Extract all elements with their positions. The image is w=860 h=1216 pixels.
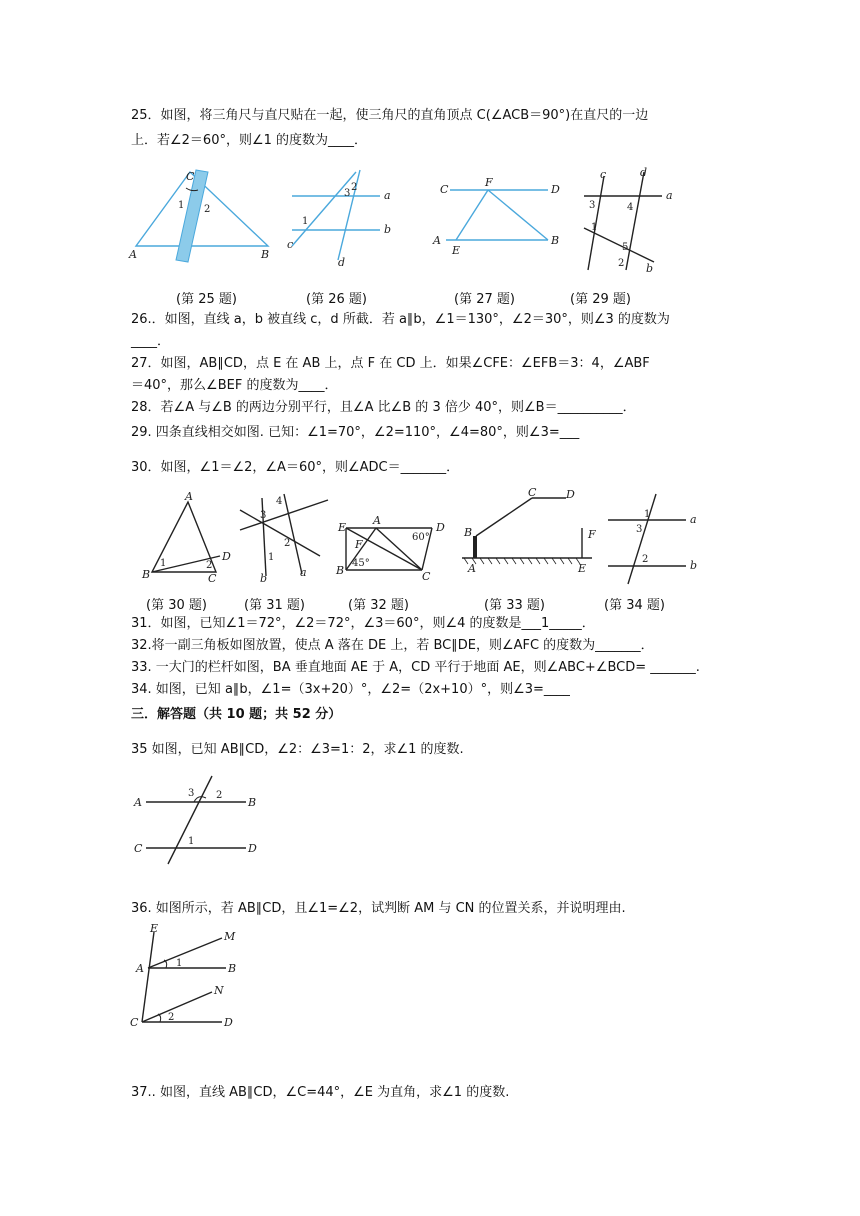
fig33-label-E: E: [578, 562, 587, 575]
fig32-label-A: A: [373, 514, 381, 527]
fig30-label-2: 2: [206, 560, 213, 571]
fig29-label-3: 3: [589, 200, 596, 211]
q29: 29. 四条直线相交如图. 已知：∠1=70°，∠2=110°，∠4=80°，则∠3=___: [131, 425, 580, 440]
fig26-label-1: 1: [302, 216, 309, 227]
fig34-label-b: b: [690, 559, 698, 572]
fig26-label-a: a: [384, 189, 391, 202]
fig30-label-1: 1: [160, 558, 167, 569]
fig36-label-C: C: [130, 1016, 139, 1029]
figure-30: [138, 492, 238, 584]
caption-30: (第 30 题): [146, 598, 207, 613]
fig32-label-C: C: [422, 570, 431, 583]
fig29-label-d: d: [640, 166, 648, 179]
fig36-label-D: D: [224, 1016, 233, 1029]
fig27-label-F: F: [485, 176, 493, 189]
figure-25: [128, 168, 278, 268]
fig29-label-a: a: [666, 189, 673, 202]
fig36-label-E: E: [150, 922, 159, 935]
fig30-label-A: A: [185, 490, 193, 503]
fig27-label-E: E: [452, 244, 461, 257]
fig33-label-D: D: [566, 488, 575, 501]
fig26-label-2: 2: [351, 182, 358, 193]
fig32-label-F: F: [355, 538, 363, 551]
fig35-label-C: C: [134, 842, 143, 855]
fig25-label-1: 1: [178, 200, 185, 211]
fig35-label-B: B: [248, 796, 257, 809]
q28: 28．若∠A 与∠B 的两边分别平行，且∠A 比∠B 的 3 倍少 40°，则∠B＝__________．: [131, 400, 636, 415]
q33: 33. 一大门的栏杆如图，BA 垂直地面 AE 于 A，CD 平行于地面 AE，则∠ABC+∠BCD= _______.: [131, 660, 700, 675]
figure-34: [604, 492, 700, 584]
fig27-label-A: A: [433, 234, 441, 247]
fig35-label-A: A: [134, 796, 142, 809]
q27-line2: ＝40°，那么∠BEF 的度数为____．: [131, 378, 338, 393]
fig36-label-A: A: [136, 962, 144, 975]
fig29-label-c: c: [600, 168, 607, 181]
caption-33: (第 33 题): [484, 598, 545, 613]
fig26-label-c: c: [287, 238, 294, 251]
caption-29: (第 29 题): [570, 292, 631, 307]
fig30-label-C: C: [208, 572, 217, 585]
fig30-label-B: B: [142, 568, 151, 581]
fig34-label-1: 1: [644, 509, 651, 520]
fig32-label-B: B: [336, 564, 345, 577]
fig36-label-2: 2: [168, 1012, 175, 1023]
fig36-label-B: B: [228, 962, 237, 975]
fig33-label-F: F: [588, 528, 596, 541]
fig26-label-d: d: [338, 256, 346, 269]
fig32-label-E: E: [338, 521, 347, 534]
fig31-label-b: b: [260, 572, 268, 585]
caption-32: (第 32 题): [348, 598, 409, 613]
q36: 36. 如图所示，若 AB∥CD，且∠1=∠2，试判断 AM 与 CN 的位置关系，并说明理由.: [131, 901, 626, 916]
fig33-label-A: A: [468, 562, 476, 575]
fig29-label-2: 2: [618, 258, 625, 269]
q31: 31．如图，已知∠1＝72°，∠2＝72°，∠3＝60°，则∠4 的度数是___1_____．: [131, 616, 595, 631]
q26-line1: 26.．如图，直线 a，b 被直线 c，d 所截．若 a∥b，∠1＝130°，∠2＝30°，则∠3 的度数为: [131, 312, 670, 327]
section-3-heading: 三．解答题（共 10 题；共 52 分）: [131, 707, 342, 722]
q35: 35 如图，已知 AB∥CD，∠2：∠3=1：2，求∠1 的度数.: [131, 742, 464, 757]
fig36-label-M: M: [224, 930, 236, 943]
fig35-label-2: 2: [216, 790, 223, 801]
q26-line2: ____．: [131, 334, 171, 349]
fig36-label-1: 1: [176, 958, 183, 969]
fig35-label-1: 1: [188, 836, 195, 847]
caption-27: (第 27 题): [454, 292, 515, 307]
fig33-label-C: C: [528, 486, 537, 499]
fig25-label-B: B: [261, 248, 270, 261]
fig25-label-2: 2: [204, 204, 211, 215]
fig31-label-1: 1: [268, 552, 275, 563]
caption-34: (第 34 题): [604, 598, 665, 613]
fig25-label-C: C: [186, 170, 195, 183]
figure-26: [284, 168, 394, 268]
fig29-label-4: 4: [627, 202, 634, 213]
fig26-label-3: 3: [344, 188, 351, 199]
fig30-label-D: D: [222, 550, 231, 563]
fig36-label-N: N: [214, 984, 224, 997]
fig27-label-C: C: [440, 183, 449, 196]
fig25-label-A: A: [129, 248, 137, 261]
figure-31: [236, 490, 336, 585]
q27-line1: 27．如图，AB∥CD，点 E 在 AB 上，点 F 在 CD 上．如果∠CFE：∠EFB＝3：4，∠ABF: [131, 356, 650, 371]
figure-36: [128, 922, 248, 1034]
q32: 32.将一副三角板如图放置，使点 A 落在 DE 上，若 BC∥DE，则∠AFC 的度数为_______．: [131, 638, 654, 653]
fig27-label-D: D: [551, 183, 560, 196]
q37: 37.. 如图，直线 AB∥CD，∠C=44°，∠E 为直角，求∠1 的度数.: [131, 1085, 510, 1100]
caption-25: (第 25 题): [176, 292, 237, 307]
caption-31: (第 31 题): [244, 598, 305, 613]
fig31-label-3: 3: [260, 510, 267, 521]
figure-27: [430, 176, 570, 260]
fig33-label-B: B: [464, 526, 473, 539]
fig34-label-a: a: [690, 513, 697, 526]
fig32-label-D: D: [436, 521, 445, 534]
fig31-label-2: 2: [284, 538, 291, 549]
fig31-label-4: 4: [276, 496, 283, 507]
figure-33: [458, 486, 598, 575]
fig34-label-3: 3: [636, 524, 643, 535]
q25-line1: 25．如图，将三角尺与直尺贴在一起，使三角尺的直角顶点 C(∠ACB＝90°)在直尺的一边: [131, 108, 649, 123]
fig31-label-a: a: [300, 566, 307, 579]
fig29-label-5: 5: [622, 242, 629, 253]
caption-26: (第 26 题): [306, 292, 367, 307]
fig29-label-b: b: [646, 262, 654, 275]
q34: 34. 如图，已知 a∥b，∠1=（3x+20）°，∠2=（2x+10）°，则∠3=____: [131, 682, 570, 697]
fig35-label-3: 3: [188, 788, 195, 799]
q25-line2: 上．若∠2＝60°，则∠1 的度数为____．: [131, 133, 368, 148]
figure-35: [132, 774, 262, 866]
q30: 30．如图，∠1＝∠2，∠A＝60°，则∠ADC＝_______．: [131, 460, 460, 475]
fig32-label-45: 45°: [352, 558, 370, 569]
fig29-label-1: 1: [591, 222, 598, 233]
fig26-label-b: b: [384, 223, 392, 236]
fig35-label-D: D: [248, 842, 257, 855]
figure-29: [578, 168, 678, 276]
figure-32: [336, 512, 446, 584]
fig27-label-B: B: [551, 234, 560, 247]
fig32-label-60: 60°: [412, 532, 430, 543]
fig34-label-2: 2: [642, 554, 649, 565]
